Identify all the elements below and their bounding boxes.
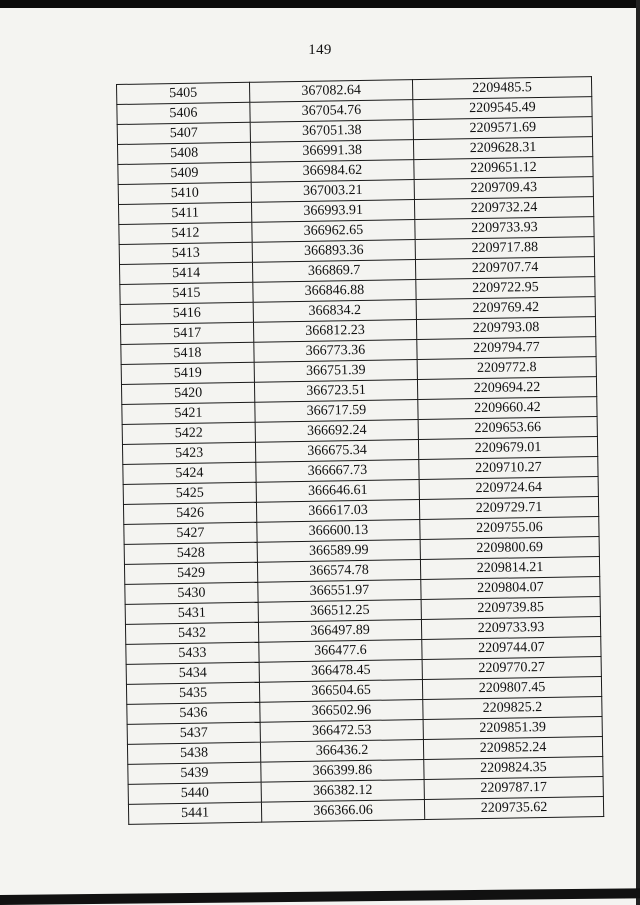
point-id-cell — [118, 182, 251, 204]
point-id-cell — [121, 342, 254, 364]
cell-text: 2209660.42 — [474, 400, 541, 417]
x-coordinate-cell — [253, 300, 416, 323]
cell-text: 2209732.24 — [470, 200, 538, 217]
cell-text: 5437 — [179, 725, 208, 742]
x-coordinate-cell — [259, 680, 422, 703]
point-id-cell — [126, 642, 259, 664]
cell-text: 5441 — [180, 805, 210, 822]
cell-text: 2209787.17 — [480, 779, 548, 797]
cell-text: 5405 — [169, 85, 198, 102]
cell-text: 366600.13 — [308, 522, 369, 539]
x-coordinate-cell — [251, 200, 414, 223]
cell-text: 2209707.74 — [471, 260, 539, 277]
x-coordinate-cell — [258, 600, 421, 623]
point-id-cell — [128, 762, 261, 784]
cell-text: 2209733.93 — [477, 619, 545, 637]
cell-text: 5409 — [170, 165, 199, 182]
cell-text: 5424 — [175, 465, 204, 482]
x-coordinate-cell — [250, 100, 413, 123]
cell-text: 366675.34 — [307, 442, 367, 459]
x-coordinate-cell — [257, 560, 420, 583]
cell-text: 2209807.45 — [478, 679, 546, 697]
cell-text: 5421 — [174, 405, 203, 422]
cell-text: 5413 — [171, 245, 200, 262]
point-id-cell — [128, 802, 261, 824]
cell-text: 5406 — [169, 105, 198, 122]
point-id-cell — [125, 602, 258, 624]
cell-text: 2209717.88 — [471, 240, 539, 257]
point-id-cell — [127, 742, 260, 764]
x-coordinate-cell — [259, 640, 422, 663]
cell-text: 2209814.21 — [476, 559, 544, 577]
cell-text: 2209794.77 — [473, 340, 540, 357]
cell-text: 5419 — [173, 365, 202, 382]
point-id-cell — [125, 622, 258, 644]
x-coordinate-cell — [252, 240, 415, 263]
point-id-cell — [122, 442, 255, 464]
point-id-cell — [120, 322, 253, 344]
cell-text: 5411 — [171, 205, 200, 222]
cell-text: 5416 — [172, 305, 201, 322]
x-coordinate-cell — [254, 380, 417, 403]
cell-text: 5438 — [179, 745, 209, 762]
point-id-cell — [119, 262, 252, 284]
cell-text: 366869.7 — [307, 262, 361, 279]
cell-text: 2209571.69 — [469, 120, 537, 137]
cell-text: 2209679.01 — [474, 439, 542, 457]
point-id-cell — [118, 162, 251, 184]
cell-text: 366667.73 — [307, 462, 368, 479]
cell-text: 366834.2 — [308, 302, 362, 319]
cell-text: 366512.25 — [309, 602, 370, 619]
cell-text: 2209722.95 — [472, 280, 539, 297]
cell-text: 2209709.43 — [470, 180, 538, 197]
scan-border-right — [636, 0, 640, 905]
point-id-cell — [124, 522, 257, 544]
cell-text: 2209804.07 — [477, 579, 544, 597]
cell-text: 2209729.71 — [475, 499, 543, 517]
point-id-cell — [118, 142, 251, 164]
point-id-cell — [126, 682, 259, 704]
x-coordinate-cell — [261, 779, 424, 802]
point-id-cell — [117, 102, 250, 124]
point-id-cell — [127, 722, 260, 744]
cell-text: 5422 — [174, 425, 203, 442]
x-coordinate-cell — [253, 280, 416, 303]
cell-text: 2209770.27 — [478, 659, 546, 677]
x-coordinate-cell — [254, 340, 417, 363]
x-coordinate-cell — [256, 460, 419, 483]
x-coordinate-cell — [252, 220, 415, 243]
cell-text: 2209653.66 — [474, 420, 542, 437]
cell-text: 5440 — [180, 785, 209, 802]
cell-text: 5430 — [177, 585, 206, 602]
cell-text: 366382.12 — [312, 782, 373, 799]
cell-text: 367051.38 — [301, 122, 362, 139]
cell-text: 2209694.22 — [473, 380, 541, 397]
point-id-cell — [125, 582, 258, 604]
cell-text: 2209824.35 — [480, 759, 547, 777]
cell-text: 366504.65 — [311, 682, 371, 699]
cell-text: 5435 — [178, 685, 208, 702]
cell-text: 5410 — [170, 185, 199, 202]
cell-text: 366723.51 — [306, 382, 366, 399]
x-coordinate-cell — [255, 420, 418, 443]
cell-text: 2209800.69 — [476, 539, 544, 557]
x-coordinate-cell — [261, 759, 424, 782]
x-coordinate-cell — [251, 160, 414, 183]
cell-text: 366773.36 — [305, 342, 366, 359]
x-coordinate-cell — [261, 799, 424, 822]
x-coordinate-cell — [250, 140, 413, 163]
cell-text: 366477.6 — [314, 642, 367, 659]
cell-text: 366617.03 — [308, 502, 368, 519]
cell-text: 5412 — [171, 225, 200, 242]
point-id-cell — [118, 202, 251, 224]
x-coordinate-cell — [251, 180, 414, 203]
cell-text: 5439 — [180, 765, 209, 782]
cell-text: 366646.61 — [307, 482, 368, 499]
cell-text: 366717.59 — [306, 402, 367, 419]
cell-text: 2209739.85 — [477, 599, 545, 617]
cell-text: 5423 — [175, 445, 204, 462]
cell-text: 367054.76 — [301, 102, 362, 119]
cell-text: 2209724.64 — [475, 479, 543, 497]
cell-text: 2209651.12 — [470, 160, 537, 177]
cell-text: 366993.91 — [303, 202, 364, 219]
x-coordinate-cell — [250, 120, 413, 143]
cell-text: 5418 — [173, 345, 202, 362]
point-id-cell — [119, 242, 252, 264]
point-id-cell — [120, 282, 253, 304]
cell-text: 2209744.07 — [478, 639, 545, 657]
cell-text: 2209628.31 — [469, 140, 537, 157]
point-id-cell — [123, 462, 256, 484]
cell-text: 366472.53 — [311, 722, 372, 739]
coordinates-table-wrapper — [116, 76, 600, 825]
cell-text: 366751.39 — [305, 362, 366, 379]
cell-text: 367082.64 — [301, 82, 362, 99]
point-id-cell — [122, 402, 255, 424]
cell-text: 366366.06 — [313, 802, 373, 819]
x-coordinate-cell — [258, 620, 421, 643]
x-coordinate-cell — [254, 360, 417, 383]
cell-text: 366574.78 — [309, 562, 369, 579]
cell-text: 366399.86 — [312, 762, 373, 779]
cell-text: 2209710.27 — [475, 459, 542, 477]
x-coordinate-cell — [260, 699, 423, 722]
cell-text: 2209851.39 — [479, 719, 547, 737]
cell-text: 5433 — [178, 645, 207, 662]
point-id-cell — [117, 122, 250, 144]
point-id-cell — [124, 562, 257, 584]
cell-text: 5415 — [172, 285, 201, 302]
x-coordinate-cell — [260, 739, 423, 762]
point-id-cell — [123, 482, 256, 504]
cell-text: 366502.96 — [311, 702, 372, 719]
cell-text: 5420 — [174, 385, 203, 402]
cell-text: 5417 — [173, 325, 202, 342]
cell-text: 366497.89 — [310, 622, 370, 639]
cell-text: 5414 — [172, 265, 201, 282]
cell-text: 2209755.06 — [476, 519, 543, 537]
point-id-cell — [127, 702, 260, 724]
point-id-cell — [123, 502, 256, 524]
cell-text: 366812.23 — [305, 322, 365, 339]
x-coordinate-cell — [249, 80, 412, 103]
point-id-cell — [120, 302, 253, 324]
x-coordinate-cell — [257, 520, 420, 543]
scan-border-top — [0, 0, 640, 8]
x-coordinate-cell — [258, 580, 421, 603]
coordinates-table-body — [117, 77, 604, 825]
cell-text: 2209733.93 — [471, 220, 538, 237]
cell-text: 366436.2 — [315, 742, 369, 759]
x-coordinate-cell — [256, 480, 419, 503]
x-coordinate-cell — [255, 400, 418, 423]
point-id-cell — [124, 542, 257, 564]
cell-text: 366893.36 — [303, 242, 364, 259]
cell-text: 5427 — [176, 525, 205, 542]
cell-text: 5426 — [176, 505, 205, 522]
cell-text: 5432 — [177, 625, 207, 642]
cell-text: 366962.65 — [303, 222, 364, 239]
x-coordinate-cell — [260, 719, 423, 742]
point-id-cell — [122, 422, 255, 444]
cell-text: 5436 — [179, 705, 208, 722]
x-coordinate-cell — [257, 540, 420, 563]
point-id-cell — [128, 782, 261, 804]
cell-text: 2209852.24 — [479, 739, 547, 757]
cell-text: 366984.62 — [302, 162, 363, 179]
cell-text: 5425 — [175, 485, 204, 502]
cell-text: 366991.38 — [302, 142, 363, 159]
cell-text: 5407 — [169, 125, 198, 142]
cell-text: 5429 — [177, 565, 206, 582]
cell-text: 2209485.5 — [472, 80, 532, 97]
cell-text: 2209825.2 — [482, 700, 543, 717]
cell-text: 2209772.8 — [476, 360, 537, 377]
point-id-cell — [121, 382, 254, 404]
cell-text: 5431 — [177, 605, 206, 622]
x-coordinate-cell — [255, 440, 418, 463]
x-coordinate-cell — [256, 500, 419, 523]
point-id-cell — [121, 362, 254, 384]
point-id-cell — [126, 662, 259, 684]
cell-text: 366846.88 — [304, 282, 365, 299]
cell-text: 5428 — [176, 545, 205, 562]
x-coordinate-cell — [259, 660, 422, 683]
y-coordinate-cell — [424, 797, 603, 820]
cell-text: 367003.21 — [302, 182, 363, 199]
cell-text: 366589.99 — [308, 542, 369, 559]
cell-text: 366478.45 — [310, 662, 371, 679]
cell-text: 366551.97 — [309, 582, 370, 599]
point-id-cell — [119, 222, 252, 244]
page-number: 149 — [308, 42, 332, 58]
x-coordinate-cell — [252, 260, 415, 283]
cell-text: 2209545.49 — [469, 100, 536, 117]
point-id-cell — [117, 82, 250, 104]
coordinates-table — [116, 76, 604, 825]
cell-text: 366692.24 — [306, 422, 367, 439]
cell-text: 2209793.08 — [472, 320, 540, 337]
cell-text: 5434 — [178, 665, 207, 682]
cell-text: 5408 — [170, 145, 199, 162]
scan-border-bottom — [0, 888, 640, 905]
cell-text: 2209769.42 — [472, 300, 540, 317]
cell-text: 2209735.62 — [480, 799, 548, 817]
x-coordinate-cell — [253, 320, 416, 343]
